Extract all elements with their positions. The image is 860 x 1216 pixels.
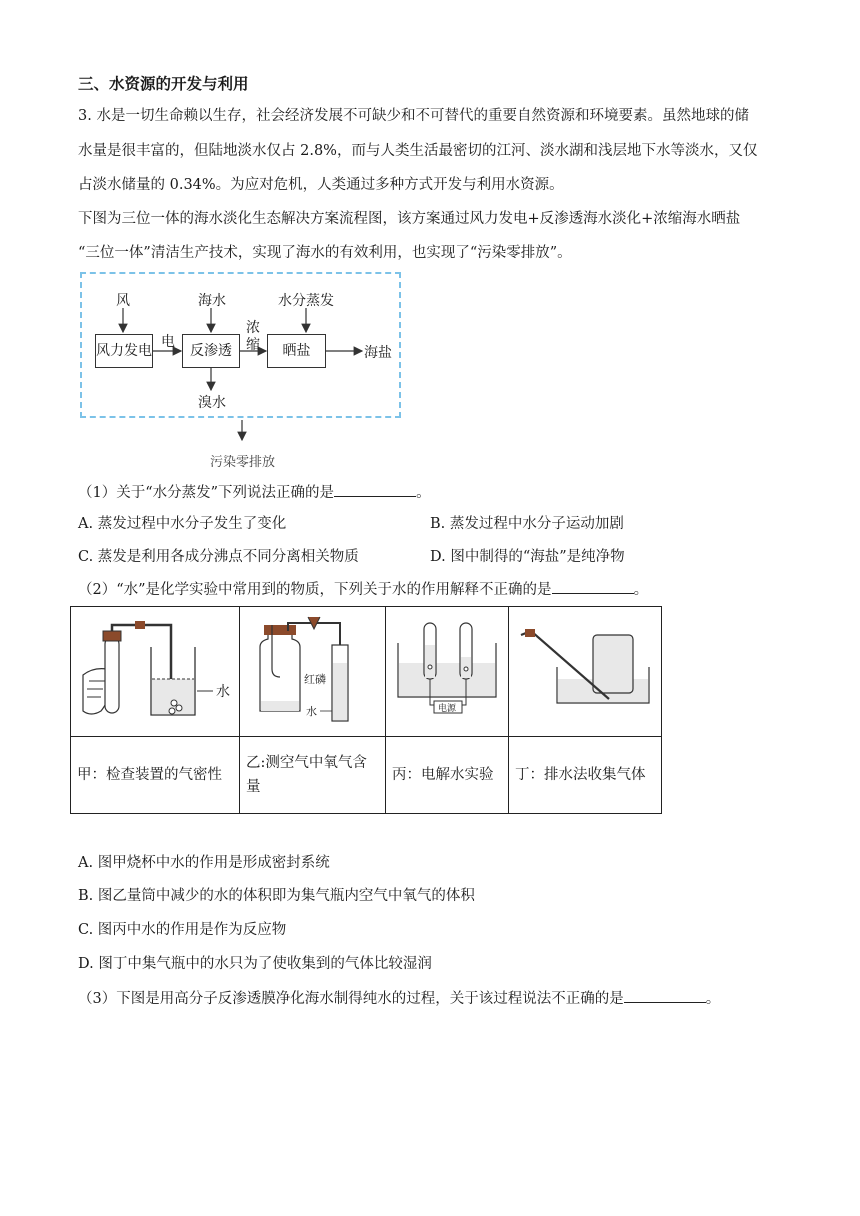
- q1-option-c[interactable]: C. 蒸发是利用各成分沸点不同分离相关物质: [78, 549, 359, 565]
- q1-stem-text: （1）关于“水分蒸发”下列说法正确的是: [78, 485, 335, 501]
- flow-label-brine: 溴水: [198, 395, 226, 411]
- oxygen-content-figure: [240, 607, 385, 732]
- experiment-table: [70, 606, 662, 814]
- q2-stem-end: 。: [633, 582, 649, 598]
- intro-line-4: 下图为三位一体的海水淡化生态解决方案流程图，该方案通过风力发电+反渗透海水淡化+浓缩海水晒盐: [78, 211, 741, 227]
- flow-label-sea-salt: 海盐: [364, 345, 392, 361]
- flow-box-salt-drying: 晒盐: [267, 334, 326, 368]
- q2-answer-blank[interactable]: [552, 579, 634, 594]
- q2-option-a[interactable]: A. 图甲烧杯中水的作用是形成密封系统: [78, 855, 330, 871]
- intro-line-1: 3. 水是一切生命赖以生存，社会经济发展不可缺少和不可替代的重要自然资源和环境要素。虽然地球的储: [78, 108, 749, 124]
- figure-bing: [386, 607, 509, 737]
- q1-option-b[interactable]: B. 蒸发过程中水分子运动加剧: [430, 516, 624, 532]
- caption-jia: 甲：检查装置的气密性: [71, 737, 240, 814]
- q2-stem: [78, 579, 648, 600]
- q2-option-b[interactable]: B. 图乙量筒中减少的水的体积即为集气瓶内空气中氧气的体积: [78, 888, 475, 904]
- electrolysis-figure: [386, 607, 508, 732]
- figure-ding: [509, 607, 662, 737]
- figure-yi: [240, 607, 386, 737]
- intro-line-3: 占淡水储量的 0.34%。为应对危机，人类通过多种方式开发与利用水资源。: [78, 177, 564, 193]
- flow-label-wind: 风: [116, 293, 130, 309]
- label-red-phosphorus: 红磷: [304, 673, 326, 686]
- caption-bing: 丙：电解水实验: [386, 737, 509, 814]
- flow-label-evaporation: 水分蒸发: [278, 293, 334, 309]
- water-collection-figure: [509, 607, 661, 732]
- caption-yi: [240, 737, 386, 814]
- flowchart-arrows: [0, 0, 860, 480]
- flow-box-reverse-osmosis: 反渗透: [182, 334, 240, 368]
- q2-option-d[interactable]: D. 图丁中集气瓶中的水只为了使收集到的气体比较湿润: [78, 956, 432, 972]
- q3-stem-text: （3）下图是用高分子反渗透膜净化海水制得纯水的过程，关于该过程说法不正确的是: [78, 991, 624, 1007]
- q3-answer-blank[interactable]: [624, 988, 706, 1003]
- flow-label-concentrate: 浓缩: [246, 320, 260, 353]
- flow-box-wind-power: 风力发电: [95, 334, 153, 368]
- experiment-caption-row: [71, 737, 662, 814]
- intro-line-2: 水量是很丰富的，但陆地淡水仅占 2.8%，而与人类生活最密切的江河、淡水湖和浅层地下水等淡水，又仅: [78, 143, 758, 159]
- q1-stem: [78, 482, 431, 503]
- label-water-2: 水: [306, 705, 317, 718]
- q1-option-d[interactable]: D. 图中制得的“海盐”是纯净物: [430, 549, 625, 565]
- caption-yi-line-1: 乙:测空气中氧气含: [246, 755, 367, 771]
- q1-option-a[interactable]: A. 蒸发过程中水分子发生了变化: [78, 516, 287, 532]
- caption-yi-line-2: 量: [246, 779, 261, 795]
- figure-jia: [71, 607, 240, 737]
- q2-stem-text: （2）“水”是化学实验中常用到的物质，下列关于水的作用解释不正确的是: [78, 582, 552, 598]
- q1-stem-end: 。: [416, 485, 431, 501]
- q3-stem: [78, 988, 720, 1009]
- intro-line-5: “三位一体”清洁生产技术，实现了海水的有效利用，也实现了“污染零排放”。: [78, 245, 572, 261]
- section-heading: 三、水资源的开发与利用: [78, 74, 249, 93]
- airtightness-test-figure: [71, 607, 239, 732]
- experiment-figure-row: [71, 607, 662, 737]
- caption-ding: 丁：排水法收集气体: [509, 737, 662, 814]
- flow-label-electricity: 电: [161, 334, 175, 350]
- q1-answer-blank[interactable]: [334, 482, 416, 497]
- flow-label-zero-emission: 污染零排放: [210, 455, 276, 470]
- q3-stem-end: 。: [705, 991, 721, 1007]
- label-power: 电源: [438, 704, 457, 714]
- flow-label-seawater: 海水: [198, 293, 226, 309]
- q2-option-c[interactable]: C. 图丙中水的作用是作为反应物: [78, 922, 287, 938]
- label-water: 水: [216, 684, 230, 700]
